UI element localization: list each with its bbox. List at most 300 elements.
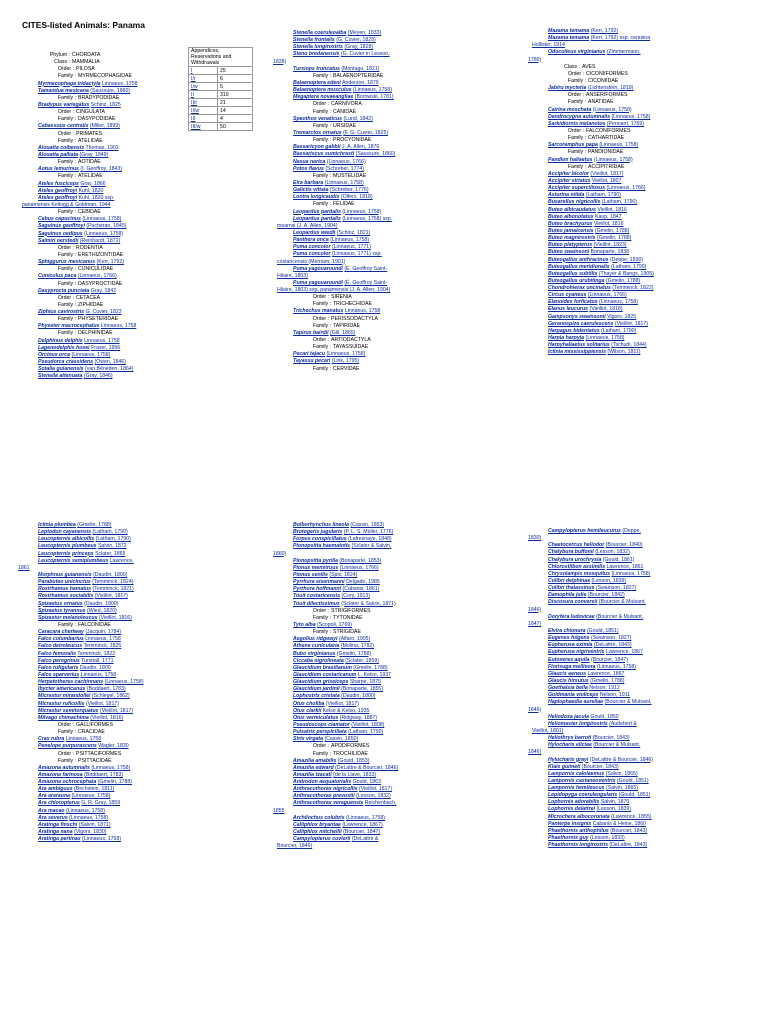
species-authority-link[interactable]: Kuhl, 1820	[78, 187, 104, 194]
species-name-link[interactable]: Buteogallus subtilis	[548, 270, 598, 277]
species-authority-link[interactable]: (Linnaeus, 1758)	[597, 663, 636, 670]
species-authority-link[interactable]: (Sclater & Salvin,	[351, 543, 392, 550]
species-authority-link[interactable]: (Linnaeus, 1758)	[71, 793, 111, 800]
species-authority-link[interactable]: (Latham, 1790)	[585, 192, 621, 199]
species-name-link[interactable]: Hylocharis grayi	[548, 756, 589, 763]
species-authority-link[interactable]: (Lesson, 1839)	[596, 806, 632, 813]
species-authority-link[interactable]: Vieillot, 1816	[597, 206, 627, 213]
species-name-link[interactable]: Amazilia amabilis	[293, 757, 337, 764]
species-authority-link[interactable]: (DeLattre, 1843)	[609, 842, 648, 849]
species-name-link[interactable]: Ateles geoffroyi	[38, 187, 78, 194]
species-name-link[interactable]: Haplophaedia aureliae	[548, 699, 604, 706]
species-name-link[interactable]: Campylopterus hemileucurus	[548, 528, 621, 534]
species-name-link[interactable]: Anthracothorax prevostii	[293, 793, 355, 800]
species-name-link[interactable]: Alouatta coibensis	[38, 144, 85, 151]
species-authority-link[interactable]: (Linnaeus, 1758)	[104, 679, 144, 686]
species-authority-link[interactable]: Nelson, 1912	[589, 685, 620, 692]
species-year-link[interactable]: 1860)	[273, 550, 287, 557]
species-authority-link[interactable]: (Schlegel, 1862)	[91, 693, 130, 700]
species-authority-link[interactable]: (Bourcier, 1843)	[592, 735, 630, 742]
species-name-link[interactable]: Mazama temama	[548, 28, 590, 34]
species-name-link[interactable]: Stenella frontalis	[293, 37, 335, 44]
species-authority-link[interactable]: (Gould, 1851)	[618, 792, 651, 799]
species-authority-link[interactable]: (Linnaeus, 1758)	[65, 807, 105, 814]
species-authority-link[interactable]: (Bourcier, 1843)	[610, 827, 648, 834]
species-name-link[interactable]: Campylopterus cuvierii	[293, 836, 351, 843]
species-authority-link[interactable]: Cabanis & Heine, 1860	[592, 820, 647, 827]
appendix-code-link[interactable]: II/r	[189, 99, 218, 107]
species-name-link[interactable]: Florisuga mellivora	[548, 663, 596, 670]
species-name-link[interactable]: Phaethornis anthophilus	[548, 827, 609, 834]
species-year-link[interactable]: 1861	[18, 564, 30, 571]
species-authority-link[interactable]: Sclater, 1865	[95, 550, 126, 557]
species-authority-link[interactable]: (Borowski, 1781)	[354, 94, 394, 101]
species-name-link[interactable]: Falco deiroleucus	[38, 643, 83, 650]
species-authority-link[interactable]: Nelson, 1911	[599, 692, 631, 699]
species-authority-link[interactable]: (Bourcier & Mulsant,	[593, 742, 641, 749]
species-name-link[interactable]: Leucopternis princeps	[38, 550, 94, 557]
species-authority-link[interactable]: (Zimmermann,	[606, 49, 641, 56]
species-year-link[interactable]: 1830)	[528, 535, 542, 542]
species-authority-link[interactable]: (Schinz, 1821)	[336, 229, 371, 236]
species-name-link[interactable]: Stenella attenuata	[38, 373, 83, 380]
species-authority-link[interactable]: (Boddaert, 1783)	[86, 686, 126, 693]
species-continuation-link[interactable]: panamensis Kellogg & Goldman, 1944	[22, 201, 111, 208]
species-name-link[interactable]: Lophornis delattrei	[548, 806, 595, 813]
species-authority-link[interactable]: (Saussure, 1860)	[90, 87, 131, 94]
species-authority-link[interactable]: (Linnaeus, 1758)	[330, 237, 370, 244]
species-name-link[interactable]: Spizastur melanoleucus	[38, 614, 98, 621]
species-authority-link[interactable]: Delgado, 1985	[346, 579, 380, 586]
species-name-link[interactable]: Chlorostilbon assimilis	[548, 563, 606, 570]
species-name-link[interactable]: Amazilia tzacatl	[293, 771, 332, 778]
species-name-link[interactable]: Parabuteo unicinctus	[38, 579, 91, 586]
species-authority-link[interactable]: (É. Geoffroy Saint-	[344, 265, 388, 272]
species-authority-link[interactable]: Vieillot, 1807	[591, 177, 622, 184]
species-authority-link[interactable]: (Lawrence, 1855)	[611, 813, 652, 820]
species-name-link[interactable]: Buteo magnirostris	[548, 235, 596, 242]
species-authority-link[interactable]: (Gmelin, 1788)	[595, 227, 630, 234]
species-name-link[interactable]: Glaucidium brasilianum	[293, 664, 352, 671]
species-authority-link[interactable]: (de la Llave, 1833)	[333, 771, 377, 778]
species-name-link[interactable]: Phaethornis longirostris	[548, 842, 608, 849]
species-authority-link[interactable]: Salvin, 1872	[97, 543, 127, 550]
species-name-link[interactable]: Forpus conspicillatus	[293, 536, 347, 543]
species-authority-link[interactable]: (Bourcier, 1842)	[587, 592, 625, 599]
species-name-link[interactable]: Aratinga finschi	[38, 821, 78, 828]
species-authority-link[interactable]: Vigors, 1825	[607, 313, 637, 320]
species-continuation-link[interactable]: Vieillot, 1801)	[532, 727, 564, 734]
species-name-link[interactable]: Herpetotheres cachinnans	[38, 679, 104, 686]
species-name-link[interactable]: Chondrohierax uncinatus	[548, 285, 611, 292]
species-name-link[interactable]: Stenella coeruleoalba	[293, 30, 347, 36]
species-name-link[interactable]: Puma concolor	[293, 251, 331, 258]
species-name-link[interactable]: Tayassu pecari	[293, 358, 331, 365]
species-authority-link[interactable]: (Gray, 1849)	[79, 151, 109, 158]
species-authority-link[interactable]: L. Kelso, 1937	[357, 671, 392, 678]
species-name-link[interactable]: Ara macao	[38, 807, 65, 814]
species-name-link[interactable]: Chalybura urochrysia	[548, 556, 602, 563]
species-name-link[interactable]: Lophostrix cristata	[293, 693, 340, 700]
species-authority-link[interactable]: (Linnaeus, 1771)	[331, 244, 371, 251]
species-authority-link[interactable]: (Gill, 1865)	[330, 329, 356, 336]
species-authority-link[interactable]: (Latham, 1790)	[601, 327, 637, 334]
species-authority-link[interactable]: Salvin, 1870	[600, 799, 630, 806]
species-authority-link[interactable]: (Linnaeus, 1758)	[599, 299, 638, 306]
species-authority-link[interactable]: (Vieillot, 1823)	[593, 242, 627, 249]
species-name-link[interactable]: Calliphlox mitchellii	[293, 829, 342, 836]
species-authority-link[interactable]: (Montagu, 1821)	[341, 65, 380, 72]
species-name-link[interactable]: Jabiru mycteria	[548, 85, 587, 92]
species-name-link[interactable]: Amazilia edward	[293, 764, 334, 771]
species-name-link[interactable]: Asturina nitida	[548, 192, 585, 199]
species-authority-link[interactable]: (Latham, 1790)	[348, 729, 384, 736]
species-name-link[interactable]: Nasua narica	[293, 158, 326, 165]
species-name-link[interactable]: Leopardus pardalis	[293, 208, 341, 215]
species-name-link[interactable]: Buteogallus meridionalis	[548, 263, 610, 270]
species-name-link[interactable]: Ateles geoffroyi	[38, 194, 78, 201]
species-authority-link[interactable]: Lawrence, 1867	[587, 670, 625, 677]
species-authority-link[interactable]: Thomas, 1902	[85, 144, 119, 151]
species-name-link[interactable]: Chaetocercus heliodor	[548, 542, 605, 549]
species-name-link[interactable]: Tapirus bairdii	[293, 329, 329, 336]
species-name-link[interactable]: Dasyprocta punctata	[38, 287, 90, 294]
species-name-link[interactable]: Ziphius cavirostris	[38, 309, 85, 316]
species-authority-link[interactable]: (DeLattre, 1843)	[593, 642, 632, 649]
species-name-link[interactable]: Falco columbarius	[38, 636, 84, 643]
species-name-link[interactable]: Trichechus manatus	[293, 308, 344, 315]
species-authority-link[interactable]: (Scopoli, 1769)	[317, 621, 352, 628]
species-name-link[interactable]: Ara ambiguus	[38, 786, 73, 793]
species-name-link[interactable]: Puma yagouaroundi	[293, 279, 343, 286]
species-name-link[interactable]: Strix virgata	[293, 736, 323, 743]
species-authority-link[interactable]: Lawrence, 1861	[606, 563, 644, 570]
species-authority-link[interactable]: (Gmelin, 1788)	[97, 779, 132, 786]
species-name-link[interactable]: Leucopternis albicollis	[38, 536, 95, 543]
species-authority-link[interactable]: (Latham, 1790)	[95, 536, 131, 543]
species-authority-link[interactable]: Gray, 1842	[90, 287, 117, 294]
species-authority-link[interactable]: Schinz, 1825	[90, 101, 121, 108]
species-name-link[interactable]: Leucopternis semiplumbeus	[38, 557, 109, 564]
species-name-link[interactable]: Eira barbara	[293, 179, 324, 186]
species-name-link[interactable]: Falco rufigularis	[38, 664, 79, 671]
species-authority-link[interactable]: (Cassin, 1853)	[350, 522, 385, 528]
species-name-link[interactable]: Penelope purpurascens	[38, 743, 97, 750]
species-authority-link[interactable]: (Bourcier, 1847)	[590, 656, 628, 663]
species-authority-link[interactable]: (Linnaeus, 1758)	[346, 814, 385, 821]
species-name-link[interactable]: Steno bredanensis	[293, 51, 340, 58]
species-authority-link[interactable]: (Lesson, 1832)	[356, 793, 391, 800]
species-name-link[interactable]: Goldmania violiceps	[548, 692, 599, 699]
species-name-link[interactable]: Circus cyaneus	[548, 292, 587, 299]
species-name-link[interactable]: Goethalsia bella	[548, 685, 588, 692]
species-authority-link[interactable]: (Vieillot, 1816)	[90, 714, 124, 721]
species-name-link[interactable]: Myrmecophaga tridactyla	[38, 80, 101, 87]
species-authority-link[interactable]: (Sclater, 1859)	[345, 657, 379, 664]
species-authority-link[interactable]: (Vieillot, 1817)	[359, 786, 393, 793]
species-authority-link[interactable]: Sharpe, 1875	[349, 679, 381, 686]
species-authority-link[interactable]: Fraser, 1956	[91, 344, 121, 351]
species-authority-link[interactable]: (P. L. S. Müller, 1776)	[343, 529, 394, 536]
species-authority-link[interactable]: (Deppe,	[622, 528, 641, 534]
species-name-link[interactable]: Damophila julie	[548, 592, 587, 599]
species-authority-link[interactable]: (Linnaeus, 1758)	[69, 814, 109, 821]
species-name-link[interactable]: Spizaetus ornatus	[38, 600, 83, 607]
species-name-link[interactable]: Microchera albocoronata	[548, 813, 610, 820]
species-authority-link[interactable]: (Wilson, 1811)	[607, 349, 641, 356]
species-year-link[interactable]: 1855	[273, 807, 285, 814]
species-authority-link[interactable]: (Kerr, 1792)	[590, 28, 619, 34]
species-authority-link[interactable]: Kuhl, 1820 ssp.	[78, 194, 115, 201]
species-authority-link[interactable]: Gould, 1850	[590, 713, 619, 720]
species-name-link[interactable]: Aegolius ridgwayi	[293, 636, 338, 643]
species-name-link[interactable]: Pseudoscops clamator	[293, 721, 350, 728]
species-name-link[interactable]: Puma concolor	[293, 244, 331, 251]
species-authority-link[interactable]: (Bourcier, 1847)	[343, 829, 381, 836]
species-name-link[interactable]: Leptodon cayanensis	[38, 529, 92, 536]
species-authority-link[interactable]: (Tschudi, 1844)	[611, 342, 647, 349]
species-authority-link[interactable]: Wagler, 1830	[98, 743, 129, 750]
species-name-link[interactable]: Orcinus orca	[38, 351, 71, 358]
species-name-link[interactable]: Tamandua mexicana	[38, 87, 89, 94]
species-name-link[interactable]: Aratinga pertinax	[38, 836, 81, 843]
species-authority-link[interactable]: (Salvin, 1865)	[605, 770, 638, 777]
species-name-link[interactable]: Heliodoxa jacula	[548, 713, 589, 720]
species-authority-link[interactable]: (Gray, 1828)	[344, 44, 374, 51]
species-name-link[interactable]: Speothos venaticus	[293, 115, 343, 122]
species-name-link[interactable]: Glaucis aeneus	[548, 670, 587, 677]
species-authority-link[interactable]: (Daudin, 1800)	[341, 693, 376, 700]
species-authority-link[interactable]: (Molina, 1782)	[340, 643, 375, 650]
species-name-link[interactable]: Galictis vittata	[293, 187, 329, 194]
species-authority-link[interactable]: (Salvin, 1865)	[605, 785, 638, 792]
species-authority-link[interactable]: (DeLattre & Bourcier, 1846)	[335, 764, 399, 771]
species-authority-link[interactable]: (Olfers, 1818)	[340, 194, 373, 201]
species-name-link[interactable]: Pionus senilis	[293, 571, 328, 578]
species-authority-link[interactable]: (Linnaeus, 1766)	[77, 273, 117, 280]
species-authority-link[interactable]: (Lund, 1842)	[343, 115, 373, 122]
species-authority-link[interactable]: (Daudin, 1800)	[93, 571, 128, 578]
species-authority-link[interactable]: (Vieillot, 1816)	[98, 614, 132, 621]
species-continuation-link[interactable]: Hilaire, 1803)	[277, 272, 308, 279]
species-name-link[interactable]: Pulsatrix perspicillata	[293, 729, 347, 736]
species-authority-link[interactable]: Reichenbach,	[364, 800, 397, 807]
species-name-link[interactable]: Crax rubra	[38, 736, 65, 743]
species-authority-link[interactable]: Tunstall, 1771	[81, 657, 114, 664]
species-authority-link[interactable]: (Gould, 1851)	[586, 627, 619, 634]
species-name-link[interactable]: Buteogallus anthracinus	[548, 256, 609, 263]
species-authority-link[interactable]: (Thayer & Bangs, 1905)	[598, 270, 654, 277]
species-authority-link[interactable]: (Latham, 1790)	[611, 263, 647, 270]
species-authority-link[interactable]: (Owen, 1846)	[94, 359, 126, 366]
species-name-link[interactable]: Ictinia mississippiensis	[548, 349, 606, 356]
species-name-link[interactable]: Touit dilectissimus	[293, 600, 340, 607]
species-authority-link[interactable]: (Lesson, 1832)	[595, 549, 630, 556]
species-authority-link[interactable]: (Saussure, 1860)	[355, 151, 396, 158]
species-authority-link[interactable]: (Vieillot, 1817)	[100, 707, 134, 714]
species-authority-link[interactable]: (É. Geoffroy Saint-	[344, 279, 388, 286]
species-name-link[interactable]: Alouatta palliata	[38, 151, 79, 158]
species-name-link[interactable]: Brotogeris jugularis	[293, 529, 343, 536]
species-name-link[interactable]: Tyto alba	[293, 621, 316, 628]
species-name-link[interactable]: Amazona farinosa	[38, 771, 83, 778]
species-name-link[interactable]: Accipiter bicolor	[548, 170, 589, 177]
species-name-link[interactable]: Lampornis hemileucus	[548, 785, 605, 792]
species-name-link[interactable]: Chalybura buffonii	[548, 549, 594, 556]
species-name-link[interactable]: Caracara cheriway	[38, 629, 84, 636]
species-authority-link[interactable]: (Boddaert, 1783)	[84, 771, 124, 778]
species-authority-link[interactable]: (Gmelin, 1788)	[605, 277, 641, 284]
species-name-link[interactable]: Harpyhaliaetus solitarius	[548, 342, 610, 349]
species-name-link[interactable]: Buteo swainsoni	[548, 249, 590, 256]
species-name-link[interactable]: Odocoileus virginianus	[548, 49, 606, 56]
species-authority-link[interactable]: (Reinhardt, 1872)	[79, 237, 121, 244]
species-authority-link[interactable]: (Lawrence, 1867)	[342, 821, 383, 828]
species-name-link[interactable]: Pyrrhura hoffmanni	[293, 586, 342, 593]
species-authority-link[interactable]: (Lichtenstein, 1819)	[587, 85, 634, 92]
species-name-link[interactable]: Bassariscus sumichrasti	[293, 151, 355, 158]
species-authority-link[interactable]: (Linnaeus, 1758)	[82, 216, 122, 223]
species-name-link[interactable]: Colibri delphinae	[548, 577, 591, 584]
species-name-link[interactable]: Panterpe insignis	[548, 820, 592, 827]
species-name-link[interactable]: Anthracothorax veraguensis	[293, 800, 364, 807]
species-authority-link[interactable]: (Linnaeus, 1758)	[326, 351, 366, 358]
species-authority-link[interactable]: (Gmelin, 1788)	[597, 235, 632, 242]
species-authority-link[interactable]: (Lesson, 1833)	[590, 835, 625, 842]
species-authority-link[interactable]: Linnaeus, 1758	[85, 636, 121, 643]
species-name-link[interactable]: Amazona ochrocephala	[38, 779, 97, 786]
species-name-link[interactable]: Glaucis hirsutus	[548, 677, 589, 684]
species-name-link[interactable]: Balaenoptera edeni	[293, 79, 341, 86]
species-name-link[interactable]: Ibycter americanus	[38, 686, 86, 693]
species-authority-link[interactable]: (Linnaeus, 1758)	[611, 570, 651, 577]
species-name-link[interactable]: Klais guimeti	[548, 763, 581, 770]
species-name-link[interactable]: Leopardus pardalis	[293, 215, 341, 222]
species-name-link[interactable]: Dendrocygna autumnalis	[548, 113, 610, 120]
species-name-link[interactable]: Falco peregrinus	[38, 657, 80, 664]
species-name-link[interactable]: Amazona autumnalis	[38, 764, 90, 771]
species-name-link[interactable]: Delphinus delphis	[38, 337, 83, 344]
species-name-link[interactable]: Pandion haliaetus	[548, 156, 593, 163]
appendix-code-link[interactable]: I/w	[189, 83, 218, 91]
species-name-link[interactable]: Lepidopyga coeruleogularis	[548, 792, 618, 799]
species-authority-link[interactable]: (Cabanis, 1861)	[342, 586, 380, 593]
species-authority-link[interactable]: (Linnaeus, 1758)	[82, 836, 122, 843]
appendix-code-link[interactable]: III	[189, 115, 218, 123]
species-authority-link[interactable]: (Daudin, 1800)	[84, 600, 119, 607]
species-name-link[interactable]: Morphnus guianensis	[38, 571, 92, 578]
species-authority-link[interactable]: (Linnaeus, 1766)	[606, 185, 646, 192]
species-authority-link[interactable]: (Linnaeus, 1758)	[611, 113, 651, 120]
species-name-link[interactable]: Busarellus nigricollis	[548, 199, 601, 206]
species-authority-link[interactable]: Linnaeus, 1758	[100, 323, 137, 330]
species-authority-link[interactable]: Temminck, 1822	[77, 650, 116, 657]
species-name-link[interactable]: Panthera onca	[293, 237, 329, 244]
species-name-link[interactable]: Buteo platypterus	[548, 242, 593, 249]
species-year-link[interactable]: 1846)	[528, 606, 542, 613]
species-name-link[interactable]: Doryfera ludovicae	[548, 613, 595, 620]
species-authority-link[interactable]: (Gmelin, 1788)	[590, 677, 625, 684]
species-name-link[interactable]: Pionus menstruus	[293, 564, 339, 571]
species-name-link[interactable]: Eupherusa nigriventris	[548, 649, 605, 656]
species-authority-link[interactable]: (Gray, 1846)	[83, 373, 113, 380]
species-name-link[interactable]: Leopardus wiedii	[293, 229, 336, 236]
species-authority-link[interactable]: (Gould, 1851)	[616, 777, 649, 784]
species-name-link[interactable]: Lophornis adorabilis	[548, 799, 600, 806]
species-name-link[interactable]: Pionopsitta pyrilia	[293, 557, 338, 564]
species-name-link[interactable]: Pyrrhura eisenmanni	[293, 579, 345, 586]
species-name-link[interactable]: Buteo brachyurus	[548, 220, 593, 227]
species-authority-link[interactable]: (Linnaeus, 1758)	[593, 156, 633, 163]
species-authority-link[interactable]: (Vieillot, 1817)	[325, 700, 359, 707]
species-authority-link[interactable]: (Linnaeus, 1766)	[587, 292, 627, 299]
species-name-link[interactable]: Buteo jamaicensis	[548, 227, 594, 234]
species-authority-link[interactable]: (Linnaeus, 1766)	[326, 158, 366, 165]
species-authority-link[interactable]: (Linnaeus, 1758)	[352, 87, 392, 94]
species-name-link[interactable]: Sphiggurus mexicanus	[38, 259, 96, 266]
species-name-link[interactable]: Gampsonyx swainsonii	[548, 313, 606, 320]
species-name-link[interactable]: Balaenoptera musculus	[293, 87, 352, 94]
appendix-code-link[interactable]: II	[189, 91, 218, 99]
species-name-link[interactable]: Phaethornis guy	[548, 835, 589, 842]
species-name-link[interactable]: Ictinia plumbea	[38, 522, 76, 528]
species-authority-link[interactable]: (Gould, 1861)	[602, 556, 635, 563]
species-name-link[interactable]: Geranospiza caerulescens	[548, 320, 614, 327]
species-authority-link[interactable]: (Temminck, 1821)	[92, 586, 134, 593]
species-authority-link[interactable]: (van Bénéden, 1864)	[85, 366, 134, 373]
species-authority-link[interactable]: (Swainson, 1827)	[595, 585, 637, 592]
species-authority-link[interactable]: (Lafresnaye, 1848)	[348, 536, 392, 543]
species-authority-link[interactable]: (Bourcier, 1843)	[581, 763, 619, 770]
species-name-link[interactable]: Cebus capucinus	[38, 216, 81, 223]
species-authority-link[interactable]: (Swainson, 1827)	[590, 635, 632, 642]
species-authority-link[interactable]: (Kerr, 1792) ssp. cerasina	[590, 35, 651, 42]
species-authority-link[interactable]: (Gmelin, 1788)	[77, 522, 112, 528]
species-authority-link[interactable]: (Pucheran, 1845)	[86, 223, 127, 230]
species-authority-link[interactable]: (Sclater & Salvin, 1871)	[341, 600, 396, 607]
species-name-link[interactable]: Archilochus colubris	[293, 814, 345, 821]
species-name-link[interactable]: Sotalia guianensis	[38, 366, 84, 373]
species-authority-link[interactable]: (Latham, 1790)	[601, 199, 638, 206]
species-name-link[interactable]: Aratinga nana	[38, 829, 73, 836]
species-authority-link[interactable]: (Linnaeus, 1766)	[339, 564, 379, 571]
species-authority-link[interactable]: (Linnaeus, 1758)	[342, 208, 382, 215]
species-name-link[interactable]: Falco sparverius	[38, 671, 80, 678]
species-name-link[interactable]: Stenella longirostris	[293, 44, 343, 51]
species-authority-link[interactable]: (Linnaeus, 1758) ssp.	[342, 215, 393, 222]
species-name-link[interactable]: Sarcoramphus papa	[548, 142, 598, 149]
species-authority-link[interactable]: (Linnaeus, 1758)	[592, 106, 632, 113]
species-authority-link[interactable]: (Ridgway, 1887)	[339, 714, 378, 721]
species-authority-link[interactable]: Daudin, 1800	[79, 664, 111, 671]
species-authority-link[interactable]: (Lesson, 1839)	[591, 577, 627, 584]
species-authority-link[interactable]: Linnaeus, 1758	[80, 671, 117, 678]
species-name-link[interactable]: Athene cunicularia	[293, 643, 340, 650]
species-authority-link[interactable]: (Bourcier & Mulsant,	[596, 613, 644, 620]
species-continuation-link[interactable]: Hilaire, 1803) ssp. panamensis (J. A. Allen, 1904)	[277, 287, 391, 294]
species-continuation-link[interactable]: Bourcier, 1846)	[277, 843, 313, 850]
species-name-link[interactable]: Saguinus oedipus	[38, 230, 83, 237]
species-authority-link[interactable]: (Audebert &	[609, 720, 637, 727]
species-name-link[interactable]: Cairina moschata	[548, 106, 592, 113]
species-authority-link[interactable]: (Link, 1795)	[331, 358, 360, 365]
species-name-link[interactable]: Micrastur semitorquatus	[38, 707, 99, 714]
species-name-link[interactable]: Puma yagouaroundi	[293, 265, 343, 272]
species-authority-link[interactable]: Linnaeus, 1758	[84, 337, 120, 344]
species-name-link[interactable]: Eupherusa eximia	[548, 642, 593, 649]
species-name-link[interactable]: Aotus lemurinus	[38, 166, 79, 173]
species-name-link[interactable]: Lontra longicaudis	[293, 194, 340, 201]
